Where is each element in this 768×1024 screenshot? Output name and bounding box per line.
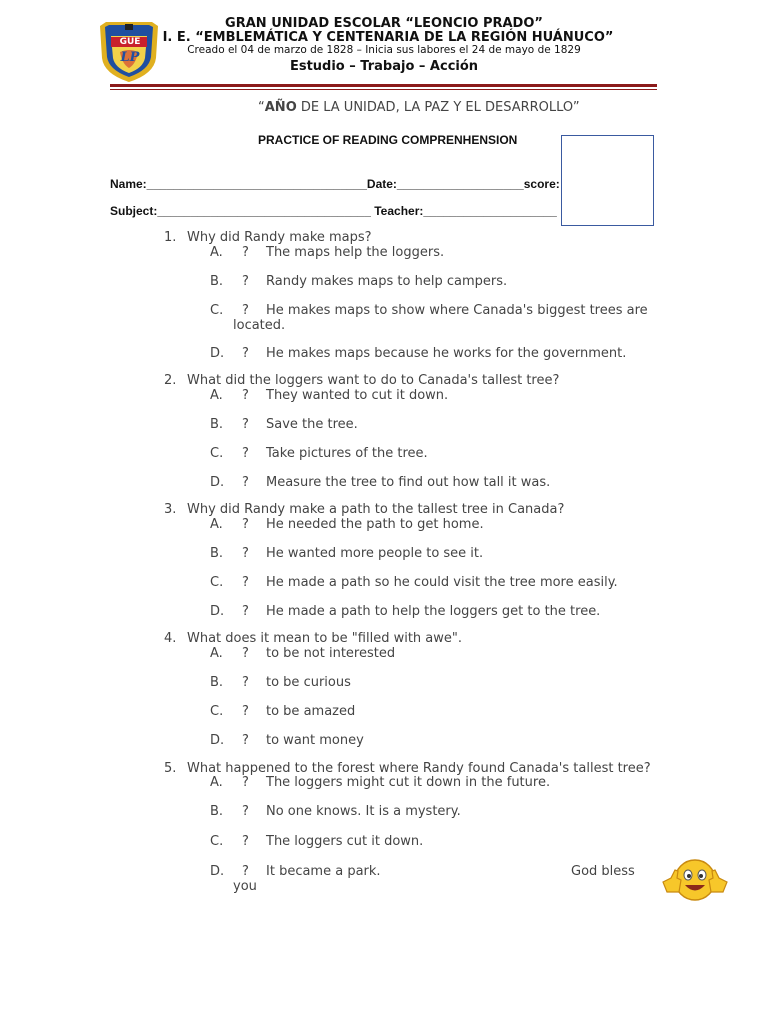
option-checkbox-placeholder[interactable]: ?	[242, 733, 249, 748]
option-letter: C.	[210, 446, 224, 461]
option-checkbox-placeholder[interactable]: ?	[242, 834, 249, 849]
school-motto: Estudio – Trabajo – Acción	[289, 59, 479, 74]
question-text: Why did Randy make a path to the tallest tree in Canada?	[187, 502, 565, 517]
question-number: 4.	[164, 631, 177, 646]
year-slogan-bold: AÑO	[264, 100, 297, 115]
year-slogan	[258, 100, 580, 115]
score-box	[561, 135, 654, 226]
option-checkbox-placeholder[interactable]: ?	[242, 346, 249, 361]
option-text: The loggers might cut it down in the future.	[266, 775, 551, 790]
option-text: No one knows. It is a mystery.	[266, 804, 461, 819]
option-text-continuation: you	[233, 879, 257, 894]
option-checkbox-placeholder[interactable]: ?	[242, 864, 249, 879]
option-text: The loggers cut it down.	[266, 834, 424, 849]
subject-teacher-line: Subject:________________________________ Teacher:____________________	[110, 204, 557, 218]
option-text: to want money	[266, 733, 364, 748]
option-checkbox-placeholder[interactable]: ?	[242, 646, 249, 661]
option-text: He wanted more people to see it.	[266, 546, 484, 561]
question-text: Why did Randy make maps?	[187, 230, 372, 245]
option-letter: A.	[210, 517, 223, 532]
option-letter: B.	[210, 274, 224, 289]
option-checkbox-placeholder[interactable]: ?	[242, 303, 249, 318]
option-checkbox-placeholder[interactable]: ?	[242, 475, 249, 490]
option-text: It became a park.	[266, 864, 381, 879]
option-checkbox-placeholder[interactable]: ?	[242, 575, 249, 590]
option-checkbox-placeholder[interactable]: ?	[242, 446, 249, 461]
option-checkbox-placeholder[interactable]: ?	[242, 675, 249, 690]
school-subtitle: I. E. “EMBLEMÁTICA Y CENTENARIA DE LA REGIÓN HUÁNUCO”	[162, 30, 614, 45]
option-letter: B.	[210, 546, 224, 561]
option-letter: A.	[210, 646, 223, 661]
school-name: GRAN UNIDAD ESCOLAR “LEONCIO PRADO”	[225, 16, 543, 31]
option-letter: C.	[210, 303, 224, 318]
question-number: 5.	[164, 761, 177, 776]
option-letter: D.	[210, 604, 225, 619]
option-letter: B.	[210, 417, 224, 432]
option-checkbox-placeholder[interactable]: ?	[242, 704, 249, 719]
year-slogan-rest: DE LA UNIDAD, LA PAZ Y EL DESARROLLO”	[296, 100, 580, 115]
option-text: He made a path so he could visit the tree more easily.	[266, 575, 618, 590]
crest-letters: LP	[120, 50, 140, 65]
question-text: What did the loggers want to do to Canada's tallest tree?	[187, 373, 560, 388]
header-divider-top	[110, 84, 657, 87]
option-letter: C.	[210, 575, 224, 590]
school-founding-line: Creado el 04 de marzo de 1828 – Inicia sus labores el 24 de mayo de 1829	[187, 44, 581, 56]
option-text: to be amazed	[266, 704, 356, 719]
option-text: Randy makes maps to help campers.	[266, 274, 508, 289]
option-letter: D.	[210, 864, 225, 879]
option-text: to be not interested	[266, 646, 396, 661]
option-checkbox-placeholder[interactable]: ?	[242, 274, 249, 289]
question-text: What does it mean to be "filled with awe".	[187, 631, 462, 646]
option-letter: C.	[210, 834, 224, 849]
question-number: 3.	[164, 502, 177, 517]
option-text: Save the tree.	[266, 417, 358, 432]
option-text-continuation: located.	[233, 318, 286, 333]
closing-blessing: God bless	[571, 864, 635, 879]
option-text: The maps help the loggers.	[266, 245, 445, 260]
document-title: PRACTICE OF READING COMPRENHENSION	[258, 133, 518, 147]
option-letter: D.	[210, 733, 225, 748]
option-text: He makes maps because he works for the government.	[266, 346, 627, 361]
option-letter: A.	[210, 245, 223, 260]
crest-text: GUE	[119, 37, 141, 47]
option-text: He made a path to help the loggers get to the tree.	[266, 604, 601, 619]
question-number: 1.	[164, 230, 177, 245]
option-checkbox-placeholder[interactable]: ?	[242, 417, 249, 432]
option-text: He needed the path to get home.	[266, 517, 484, 532]
option-letter: A.	[210, 775, 223, 790]
name-date-score-line: Name:_________________________________Date:___________________score:	[110, 177, 560, 191]
thumbs-up-smiley-icon	[661, 856, 729, 904]
option-text: Take pictures of the tree.	[266, 446, 428, 461]
option-letter: A.	[210, 388, 223, 403]
option-letter: D.	[210, 346, 225, 361]
header-divider-bottom	[110, 89, 657, 90]
option-letter: C.	[210, 704, 224, 719]
option-checkbox-placeholder[interactable]: ?	[242, 245, 249, 260]
option-letter: D.	[210, 475, 225, 490]
question-number: 2.	[164, 373, 177, 388]
option-letter: B.	[210, 804, 224, 819]
option-checkbox-placeholder[interactable]: ?	[242, 604, 249, 619]
option-text: He makes maps to show where Canada's biggest trees are	[266, 303, 648, 318]
year-slogan-quote: “	[258, 100, 265, 115]
option-checkbox-placeholder[interactable]: ?	[242, 775, 249, 790]
option-text: They wanted to cut it down.	[266, 388, 449, 403]
question-text: What happened to the forest where Randy found Canada's tallest tree?	[187, 761, 651, 776]
option-checkbox-placeholder[interactable]: ?	[242, 546, 249, 561]
option-checkbox-placeholder[interactable]: ?	[242, 388, 249, 403]
option-checkbox-placeholder[interactable]: ?	[242, 804, 249, 819]
option-letter: B.	[210, 675, 224, 690]
option-text: Measure the tree to find out how tall it was.	[266, 475, 551, 490]
option-text: to be curious	[266, 675, 351, 690]
option-checkbox-placeholder[interactable]: ?	[242, 517, 249, 532]
